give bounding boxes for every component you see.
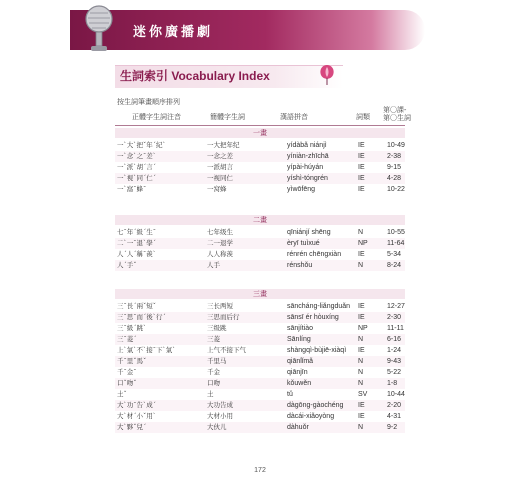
traditional-word: 上ˋ氣ˋ不ˋ接ˉ下ˋ氣ˋ: [117, 346, 176, 354]
pinyin: shàngqì-bùjiē-xiàqì: [287, 347, 347, 354]
pinyin: yídàbǎ niánjì: [287, 142, 327, 149]
traditional-word: 大ˋ功ˉ告ˋ成ˊ: [117, 401, 156, 409]
pinyin: kǒuwěn: [287, 380, 312, 387]
part-of-speech: NP: [358, 325, 368, 332]
simplified-word: 大伙儿: [207, 423, 227, 431]
part-of-speech: IE: [358, 402, 365, 409]
traditional-word: 二ˋ一ˉ退ˋ學ˊ: [117, 239, 156, 247]
section-title: 生詞索引 Vocabulary Index: [120, 69, 270, 83]
table-row: [115, 400, 405, 411]
part-of-speech: SV: [358, 391, 368, 398]
simplified-word: 三长两短: [207, 302, 233, 310]
table-row: [115, 345, 405, 356]
part-of-speech: IE: [358, 186, 365, 193]
part-of-speech: N: [358, 369, 364, 376]
pinyin: dàcái-xiǎoyòng: [287, 413, 335, 420]
traditional-word: 一ˋ視ˋ同ˊ仁ˊ: [117, 174, 156, 182]
lesson-ref: 5-34: [387, 251, 402, 258]
traditional-word: 一ˋ大ˋ把ˇ年ˊ紀ˋ: [117, 141, 166, 149]
pinyin: Sānlíng: [287, 336, 311, 343]
part-of-speech: N: [358, 358, 364, 365]
traditional-word: 一ˋ窩ˉ蜂ˉ: [117, 185, 147, 193]
pinyin: sāncháng-liǎngduǎn: [287, 303, 351, 310]
part-of-speech: IE: [358, 251, 365, 258]
simplified-word: 大材小用: [207, 412, 233, 420]
pinyin: èryī tuìxué: [287, 240, 320, 247]
stroke-group-label: 一畫: [115, 128, 405, 138]
stroke-group-label: 二畫: [115, 215, 405, 225]
table-row: [115, 162, 405, 173]
traditional-word: 三ˉ級ˊ跳ˋ: [117, 324, 147, 332]
lesson-ref: 4-31: [387, 413, 402, 420]
lesson-ref: 2-20: [387, 402, 402, 409]
part-of-speech: N: [358, 380, 364, 387]
lesson-ref: 10-49: [387, 142, 405, 149]
table-row: [115, 249, 405, 260]
table-row: [115, 334, 405, 345]
part-of-speech: N: [358, 229, 364, 236]
pinyin: dàhuǒr: [287, 424, 309, 431]
sort-note: 按生詞筆畫順序排列: [117, 98, 180, 106]
traditional-word: 七ˉ年ˊ級ˊ生ˉ: [117, 228, 156, 236]
simplified-word: 一视同仁: [207, 174, 233, 182]
lesson-ref: 8-24: [387, 262, 402, 269]
table-row: [115, 411, 405, 422]
column-header-traditional: 正體字生詞注音: [132, 113, 181, 121]
simplified-word: 三级跳: [207, 324, 227, 332]
part-of-speech: IE: [358, 347, 365, 354]
part-of-speech: IE: [358, 175, 365, 182]
table-row: [115, 260, 405, 271]
part-of-speech: N: [358, 336, 364, 343]
pinyin: yìwōfēng: [287, 186, 316, 193]
column-header-lesson-line1: 第〇課-: [383, 106, 407, 114]
column-header-pos: 詞類: [356, 113, 370, 121]
lesson-ref: 9-2: [387, 424, 398, 431]
table-row: [115, 422, 405, 433]
simplified-word: 三菱: [207, 335, 220, 343]
pinyin: rénrén chēngxiàn: [287, 251, 342, 258]
pinyin: sānjítiào: [287, 325, 314, 332]
simplified-word: 三思而后行: [207, 313, 240, 321]
table-row: [115, 184, 405, 195]
table-row: [115, 356, 405, 367]
pinyin: sānsī ér hòuxíng: [287, 314, 339, 321]
header-banner: [70, 10, 425, 50]
lesson-ref: 9-43: [387, 358, 402, 365]
column-header-lesson-line2: 第〇生詞: [383, 114, 411, 122]
traditional-word: 千ˉ金ˉ: [117, 368, 137, 376]
part-of-speech: IE: [358, 164, 365, 171]
traditional-word: 三ˉ菱ˊ: [117, 335, 137, 343]
table-row: [115, 378, 405, 389]
table-row: [115, 151, 405, 162]
table-row: [115, 301, 405, 312]
part-of-speech: IE: [358, 413, 365, 420]
lesson-ref: 10-22: [387, 186, 405, 193]
simplified-word: 一念之差: [207, 152, 233, 160]
column-header-lesson: [383, 106, 411, 122]
microphone-icon: [82, 4, 116, 56]
traditional-word: 一ˋ念ˋ之ˉ差ˋ: [117, 152, 156, 160]
pinyin: rénshǒu: [287, 262, 313, 269]
flower-icon: [316, 62, 338, 86]
traditional-word: 三ˉ長ˊ兩ˇ短ˇ: [117, 302, 156, 310]
part-of-speech: NP: [358, 240, 368, 247]
pinyin: tǔ: [287, 391, 293, 398]
table-row: [115, 140, 405, 151]
simplified-word: 人人称羡: [207, 250, 233, 258]
part-of-speech: N: [358, 262, 364, 269]
pinyin: dàgōng-gàochéng: [287, 402, 344, 409]
part-of-speech: IE: [358, 314, 365, 321]
lesson-ref: 6-16: [387, 336, 402, 343]
pinyin: yípài-húyán: [287, 164, 324, 171]
pinyin: yíshì-tóngrén: [287, 175, 328, 182]
traditional-word: 口ˇ吻ˇ: [117, 379, 137, 387]
traditional-word: 人ˊ人ˊ稱ˉ羨ˋ: [117, 250, 156, 258]
lesson-ref: 1-8: [387, 380, 398, 387]
column-header-simplified: 簡體字生詞: [210, 113, 245, 121]
traditional-word: 大ˋ材ˊ小ˇ用ˋ: [117, 412, 156, 420]
part-of-speech: IE: [358, 303, 365, 310]
lesson-ref: 10-55: [387, 229, 405, 236]
traditional-word: 大ˋ夥ˇ兒ˊ: [117, 423, 147, 431]
traditional-word: 土ˇ: [117, 390, 127, 398]
lesson-ref: 10-44: [387, 391, 405, 398]
table-row: [115, 367, 405, 378]
lesson-ref: 2-38: [387, 153, 402, 160]
traditional-word: 一ˋ派ˋ胡ˊ言ˊ: [117, 163, 156, 171]
column-header-pinyin: 漢語拼音: [280, 113, 308, 121]
simplified-word: 一窝蜂: [207, 185, 227, 193]
simplified-word: 七年级生: [207, 228, 233, 236]
lesson-ref: 12-27: [387, 303, 405, 310]
pinyin: qiānlǐmǎ: [287, 358, 314, 365]
simplified-word: 一大把年纪: [207, 141, 240, 149]
table-row: [115, 227, 405, 238]
simplified-word: 一派胡言: [207, 163, 233, 171]
pinyin: qīniánjí shēng: [287, 229, 331, 236]
lesson-ref: 11-64: [387, 240, 405, 247]
simplified-word: 千金: [207, 368, 220, 376]
header-divider: [115, 125, 405, 126]
table-row: [115, 323, 405, 334]
lesson-ref: 4-28: [387, 175, 402, 182]
simplified-word: 土: [207, 390, 214, 398]
stroke-group-label: 三畫: [115, 289, 405, 299]
lesson-ref: 5-22: [387, 369, 402, 376]
lesson-ref: 1-24: [387, 347, 402, 354]
table-row: [115, 389, 405, 400]
table-row: [115, 312, 405, 323]
part-of-speech: IE: [358, 142, 365, 149]
table-row: [115, 238, 405, 249]
part-of-speech: IE: [358, 153, 365, 160]
pinyin: yíniàn-zhīchā: [287, 153, 329, 160]
pinyin: qiānjīn: [287, 369, 308, 376]
lesson-ref: 2-30: [387, 314, 402, 321]
page-number: 172: [254, 467, 266, 474]
traditional-word: 三ˉ思ˉ而ˊ後ˋ行ˊ: [117, 313, 166, 321]
simplified-word: 二一退学: [207, 239, 233, 247]
table-row: [115, 173, 405, 184]
lesson-ref: 11-11: [387, 325, 404, 332]
lesson-ref: 9-15: [387, 164, 402, 171]
simplified-word: 口吻: [207, 379, 220, 387]
banner-title: 迷你廣播劇: [133, 25, 214, 40]
traditional-word: 千ˉ里ˇ馬ˇ: [117, 357, 147, 365]
simplified-word: 大功告成: [207, 401, 233, 409]
simplified-word: 人手: [207, 261, 220, 269]
traditional-word: 人ˊ手ˇ: [117, 261, 137, 269]
simplified-word: 千里马: [207, 357, 227, 365]
part-of-speech: N: [358, 424, 364, 431]
simplified-word: 上气不接下气: [207, 346, 246, 354]
